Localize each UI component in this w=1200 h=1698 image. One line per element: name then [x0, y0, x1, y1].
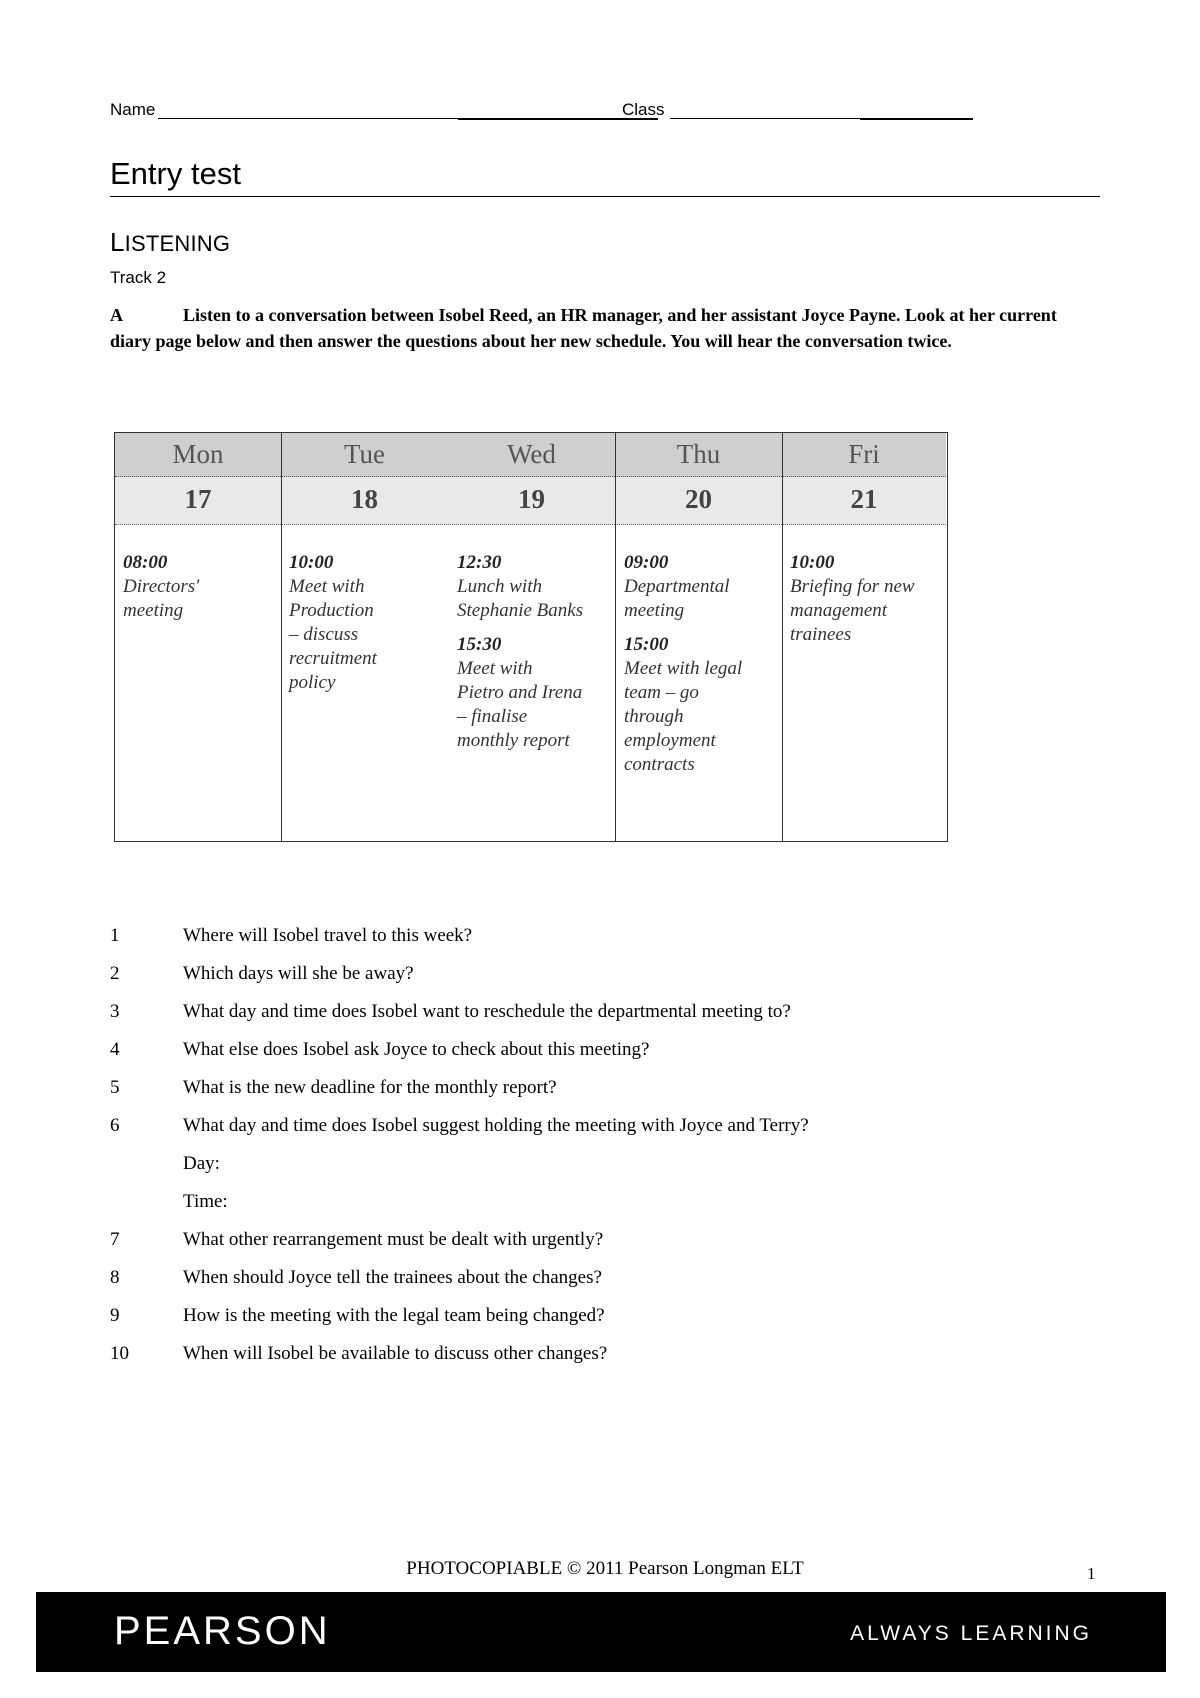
question-text: When should Joyce tell the trainees about the changes? — [183, 1267, 602, 1288]
track-label: Track 2 — [110, 268, 167, 287]
question-item — [110, 1077, 1110, 1115]
day-name: Wed — [507, 439, 556, 469]
publisher-banner — [36, 1592, 1166, 1672]
exercise-letter: A — [110, 305, 123, 325]
entry-line: team – go — [624, 682, 699, 703]
answer-day-prompt — [110, 1153, 1110, 1191]
day-name: Thu — [676, 439, 721, 469]
question-number: 6 — [110, 1115, 120, 1136]
entry-line: Departmental — [624, 576, 730, 597]
question-text: Time: — [183, 1191, 228, 1212]
copyright-notice: PHOTOCOPIABLE © 2011 Pearson Longman ELT — [406, 1558, 804, 1579]
section-heading-rest: ISTENING — [124, 231, 231, 256]
question-item — [110, 925, 1110, 963]
instructions — [110, 302, 1100, 354]
page-title: Entry test — [110, 156, 241, 191]
question-item — [110, 1343, 1110, 1381]
entry-time: 10:00 — [289, 552, 334, 573]
entry-line: meeting — [624, 600, 685, 621]
question-text: Day: — [183, 1153, 220, 1174]
diary-entry-fri — [790, 551, 915, 647]
question-list — [110, 925, 1110, 1381]
column-divider — [281, 433, 282, 841]
entry-line: Directors' — [123, 576, 200, 597]
diary-page — [114, 432, 948, 842]
question-item — [110, 1039, 1110, 1077]
instruction-text: Listen to a conversation between Isobel Reed, an HR manager, and her assistant Joyce Payne. Look at her current diary page below and then answer the questions about her new schedule. You will hear the conversation twice. — [110, 305, 1057, 351]
date-number: 21 — [850, 484, 878, 514]
date-header-20 — [615, 477, 782, 525]
question-number: 2 — [110, 963, 120, 984]
question-text: Which days will she be away? — [183, 963, 414, 984]
date-header-17 — [115, 477, 281, 525]
date-header-18-19 — [281, 477, 615, 525]
question-text: What else does Isobel ask Joyce to check about this meeting? — [183, 1039, 650, 1060]
date-number: 18 — [351, 484, 378, 514]
entry-line: through — [624, 706, 684, 727]
entry-line: Meet with legal — [624, 658, 743, 679]
name-label: Name — [110, 100, 156, 119]
question-item — [110, 1305, 1110, 1343]
entry-time: 15:30 — [457, 634, 502, 655]
day-header-mon — [115, 433, 281, 477]
entry-line: Lunch with — [457, 576, 542, 597]
entry-line: contracts — [624, 754, 695, 775]
entry-line: monthly report — [457, 730, 570, 751]
entry-time: 08:00 — [123, 552, 168, 573]
entry-line: Production — [289, 600, 374, 621]
entry-time: 15:00 — [624, 634, 669, 655]
column-divider — [615, 433, 616, 841]
date-header-21 — [782, 477, 946, 525]
question-text: What other rearrangement must be dealt with urgently? — [183, 1229, 604, 1250]
diary-entry-wed — [457, 551, 583, 753]
date-number: 19 — [518, 484, 545, 514]
entry-line: management — [790, 600, 888, 621]
column-divider — [782, 433, 783, 841]
day-header-tue-wed — [281, 433, 615, 477]
question-number: 10 — [110, 1343, 129, 1364]
question-item — [110, 963, 1110, 1001]
question-number: 8 — [110, 1267, 120, 1288]
entry-line: employment — [624, 730, 716, 751]
question-text: How is the meeting with the legal team being changed? — [183, 1305, 605, 1326]
entry-line: Pietro and Irena — [457, 682, 583, 703]
day-header-thu — [615, 433, 782, 477]
question-item — [110, 1229, 1110, 1267]
pearson-logo: PEARSON — [114, 1609, 331, 1653]
entry-line: – discuss — [289, 624, 359, 645]
entry-line: Meet with — [289, 576, 365, 597]
name-class-row — [110, 100, 990, 124]
section-heading — [110, 227, 230, 258]
day-name: Mon — [172, 439, 224, 469]
question-number: 9 — [110, 1305, 120, 1326]
title-divider — [110, 196, 1100, 197]
tagline: ALWAYS LEARNING — [850, 1622, 1092, 1645]
question-number: 3 — [110, 1001, 120, 1022]
entry-line: trainees — [790, 624, 852, 645]
question-item — [110, 1267, 1110, 1305]
question-text: What day and time does Isobel suggest holding the meeting with Joyce and Terry? — [183, 1115, 809, 1136]
question-number: 4 — [110, 1039, 120, 1060]
day-header-fri — [782, 433, 946, 477]
question-text: What day and time does Isobel want to reschedule the departmental meeting to? — [183, 1001, 791, 1022]
day-name: Tue — [343, 439, 386, 469]
section-heading-initial: L — [110, 227, 125, 257]
question-item — [110, 1001, 1110, 1039]
date-number: 17 — [184, 484, 212, 514]
entry-line: Briefing for new — [790, 576, 915, 597]
entry-line: Meet with — [457, 658, 533, 679]
diary-entry-tue — [289, 551, 377, 695]
entry-time: 09:00 — [624, 552, 669, 573]
entry-line: meeting — [123, 600, 184, 621]
question-number: 1 — [110, 925, 120, 946]
question-number: 7 — [110, 1229, 120, 1250]
entry-time: 10:00 — [790, 552, 835, 573]
diary-entry-thu — [624, 551, 742, 777]
question-number: 5 — [110, 1077, 120, 1098]
class-label: Class — [622, 100, 665, 119]
entry-line: recruitment — [289, 648, 377, 669]
class-field-line-end — [860, 118, 973, 120]
entry-line: policy — [289, 672, 336, 693]
answer-time-prompt — [110, 1191, 1110, 1229]
page-number: 1 — [1087, 1564, 1096, 1583]
question-text: What is the new deadline for the monthly report? — [183, 1077, 557, 1098]
question-text: When will Isobel be available to discuss other changes? — [183, 1343, 608, 1364]
date-number: 20 — [685, 484, 712, 514]
entry-time: 12:30 — [457, 552, 502, 573]
entry-line: – finalise — [457, 706, 528, 727]
diary-entry-mon — [123, 551, 199, 623]
question-item — [110, 1115, 1110, 1153]
entry-line: Stephanie Banks — [457, 600, 584, 621]
question-text: Where will Isobel travel to this week? — [183, 925, 473, 946]
day-name: Fri — [848, 439, 880, 469]
